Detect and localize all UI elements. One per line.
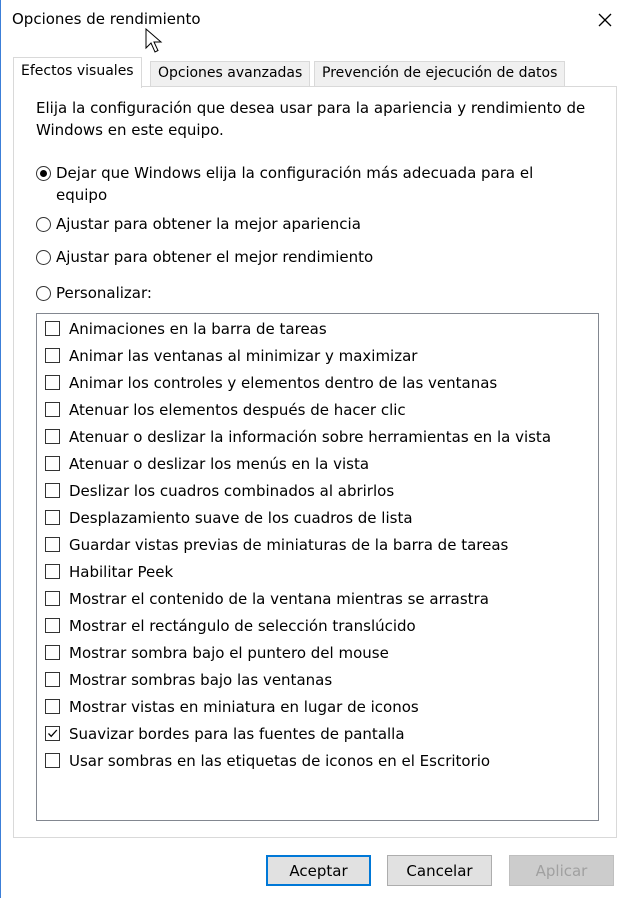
- effect-item[interactable]: [45, 612, 416, 639]
- effect-item[interactable]: [45, 450, 369, 477]
- effect-label: Mostrar el contenido de la ventana mientras se arrastra: [69, 589, 489, 608]
- effect-item[interactable]: [45, 639, 389, 666]
- effect-item[interactable]: [45, 315, 327, 342]
- effect-item[interactable]: [45, 477, 394, 504]
- effect-label: Desplazamiento suave de los cuadros de lista: [69, 508, 413, 527]
- tab-label: Efectos visuales: [21, 63, 134, 79]
- radio-label: Personalizar:: [56, 284, 152, 302]
- visual-effects-panel: [13, 86, 617, 838]
- checkbox[interactable]: [45, 375, 60, 390]
- checkbox[interactable]: [45, 348, 60, 363]
- checkbox[interactable]: [45, 699, 60, 714]
- checkbox[interactable]: [45, 753, 60, 768]
- checkbox[interactable]: [45, 402, 60, 417]
- checkbox[interactable]: [45, 321, 60, 336]
- radio-button[interactable]: [36, 166, 51, 181]
- effect-item[interactable]: [45, 423, 551, 450]
- visual-effects-list[interactable]: [36, 313, 599, 821]
- cancel-button[interactable]: Cancelar: [387, 855, 492, 886]
- tab-strip: [1, 57, 628, 87]
- effect-label: Guardar vistas previas de miniaturas de la barra de tareas: [69, 535, 509, 554]
- effect-item[interactable]: [45, 693, 419, 720]
- radio-label: Ajustar para obtener el mejor rendimiento: [56, 248, 374, 266]
- tab-data-execution-prevention[interactable]: [314, 61, 565, 86]
- ok-button[interactable]: Aceptar: [266, 855, 371, 886]
- tab-label: Opciones avanzadas: [158, 65, 303, 81]
- checkbox[interactable]: [45, 672, 60, 687]
- effect-label: Mostrar sombras bajo las ventanas: [69, 670, 333, 689]
- checkbox[interactable]: [45, 726, 60, 741]
- effect-item[interactable]: [45, 720, 405, 747]
- effect-label: Animar las ventanas al minimizar y maximizar: [69, 346, 418, 365]
- checkbox[interactable]: [45, 618, 60, 633]
- effect-label: Animaciones en la barra de tareas: [69, 319, 327, 338]
- checkbox[interactable]: [45, 645, 60, 660]
- radio-custom[interactable]: [36, 282, 566, 304]
- effect-item[interactable]: [45, 747, 490, 774]
- apply-button[interactable]: Aplicar: [509, 855, 614, 886]
- checkbox[interactable]: [45, 564, 60, 579]
- effect-item[interactable]: [45, 666, 332, 693]
- tab-advanced-options[interactable]: [150, 61, 310, 86]
- radio-button[interactable]: [36, 250, 51, 265]
- tab-label: Prevención de ejecución de datos: [322, 65, 558, 81]
- checkbox[interactable]: [45, 483, 60, 498]
- checkbox[interactable]: [45, 591, 60, 606]
- panel-description: Elija la configuración que desea usar para la apariencia y rendimiento de Windows en este equipo.: [36, 99, 586, 139]
- radio-best-performance[interactable]: [36, 246, 566, 268]
- effect-label: Atenuar los elementos después de hacer clic: [69, 400, 406, 419]
- checkbox[interactable]: [45, 429, 60, 444]
- effect-label: Atenuar o deslizar la información sobre herramientas en la vista: [69, 427, 552, 446]
- effect-label: Animar los controles y elementos dentro de las ventanas: [69, 373, 498, 392]
- dialog-title: Opciones de rendimiento: [12, 10, 201, 28]
- effect-label: Deslizar los cuadros combinados al abrirlos: [69, 481, 395, 500]
- close-button[interactable]: [582, 0, 628, 40]
- effect-label: Mostrar sombra bajo el puntero del mouse: [69, 643, 389, 662]
- tab-visual-effects[interactable]: [13, 57, 142, 88]
- mouse-pointer-icon: [145, 28, 165, 56]
- effect-item[interactable]: [45, 558, 173, 585]
- radio-button[interactable]: [36, 286, 51, 301]
- effect-label: Suavizar bordes para las fuentes de pantalla: [69, 724, 405, 743]
- checkbox[interactable]: [45, 537, 60, 552]
- effect-label: Habilitar Peek: [69, 562, 174, 581]
- effect-item[interactable]: [45, 342, 417, 369]
- radio-label: Ajustar para obtener la mejor apariencia: [56, 215, 361, 233]
- radio-let-windows-choose[interactable]: [36, 162, 566, 206]
- radio-label: Dejar que Windows elija la configuración más adecuada para el equipo: [56, 164, 534, 204]
- effect-label: Mostrar vistas en miniatura en lugar de iconos: [69, 697, 419, 716]
- close-icon: [597, 12, 613, 28]
- effect-item[interactable]: [45, 369, 497, 396]
- effect-item[interactable]: [45, 396, 406, 423]
- effect-item[interactable]: [45, 531, 508, 558]
- effect-label: Mostrar el rectángulo de selección translúcido: [69, 616, 416, 635]
- checkmark-icon: [47, 728, 58, 739]
- effect-item[interactable]: [45, 585, 489, 612]
- radio-button[interactable]: [36, 217, 51, 232]
- radio-best-appearance[interactable]: [36, 213, 566, 235]
- effect-item[interactable]: [45, 504, 413, 531]
- effect-label: Atenuar o deslizar los menús en la vista: [69, 454, 370, 473]
- checkbox[interactable]: [45, 456, 60, 471]
- title-bar: [1, 0, 628, 40]
- effect-label: Usar sombras en las etiquetas de iconos en el Escritorio: [69, 751, 491, 770]
- checkbox[interactable]: [45, 510, 60, 525]
